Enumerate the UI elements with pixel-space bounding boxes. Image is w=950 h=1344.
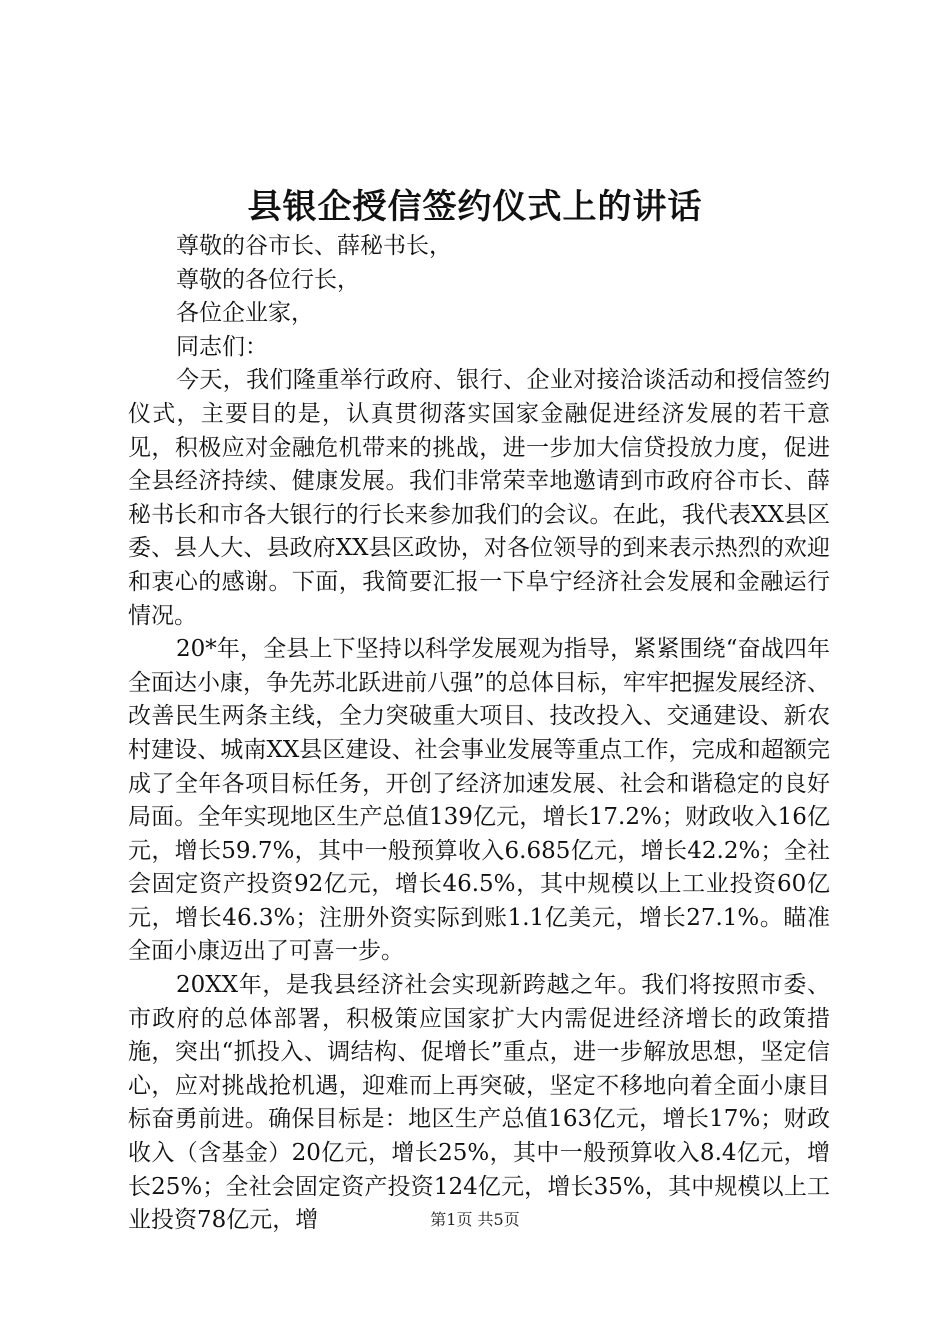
salutation-line: 尊敬的各位行长， xyxy=(176,266,360,293)
document-title: 县银企授信签约仪式上的讲话 xyxy=(247,187,703,227)
salutation-line: 同志们： xyxy=(176,333,268,360)
body-paragraph: 今天，我们隆重举行政府、银行、企业对接洽谈活动和授信签约仪式，主要目的是，认真贯彻落实国家金融促进经济发展的若干意见，积极应对金融危机带来的挑战，进一步加大信贷投放力度，促进全县经济持续、健康发展。我们非常荣幸地邀请到市政府谷市长、薛秘书长和市各大银行的行长来参加我们的会议。在此，我代表XX县区委、县人大、县政府XX县区政协，对各位领导的到来表示热烈的欢迎和衷心的感谢。下面，我简要汇报一下阜宁经济社会发展和金融运行情况。 xyxy=(128,367,830,629)
page-footer: 第1页 共5页 xyxy=(430,1210,520,1229)
body-paragraph: 20XX年，是我县经济社会实现新跨越之年。我们将按照市委、市政府的总体部署，积极策应国家扩大内需促进经济增长的政策措施，突出“抓投入、调结构、促增长”重点，进一步解放思想，坚定信心，应对挑战抢机遇，迎难而上再突破，坚定不移地向着全面小康目标奋勇前进。确保目标是：地区生产总值163亿元，增长17%；财政收入（含基金）20亿元，增长25%，其中一般预算收入8.4亿元，增长25%；全社会固定资产投资124亿元，增长35%，其中规模以上工业投资78亿元，增 xyxy=(128,972,830,1234)
salutation-line: 尊敬的谷市长、薛秘书长， xyxy=(176,233,452,259)
document-body xyxy=(128,230,830,1238)
salutation-line: 各位企业家， xyxy=(176,300,314,327)
body-paragraph: 20*年，全县上下坚持以科学发展观为指导，紧紧围绕“奋战四年全面达小康，争先苏北跃进前八强”的总体目标，牢牢把握发展经济、改善民生两条主线，全力突破重大项目、技改投入、交通建设、新农村建设、城南XX县区建设、社会事业发展等重点工作，完成和超额完成了全年各项目标任务，开创了经济加速发展、社会和谐稳定的良好局面。全年实现地区生产总值139亿元，增长17.2%；财政收入16亿元，增长59.7%，其中一般预算收入6.685亿元，增长42.2%；全社会固定资产投资92亿元，增长46.5%，其中规模以上工业投资60亿元，增长46.3%；注册外资实际到账1.1亿美元，增长27.1%。瞄准全面小康迈出了可喜一步。 xyxy=(128,636,830,965)
